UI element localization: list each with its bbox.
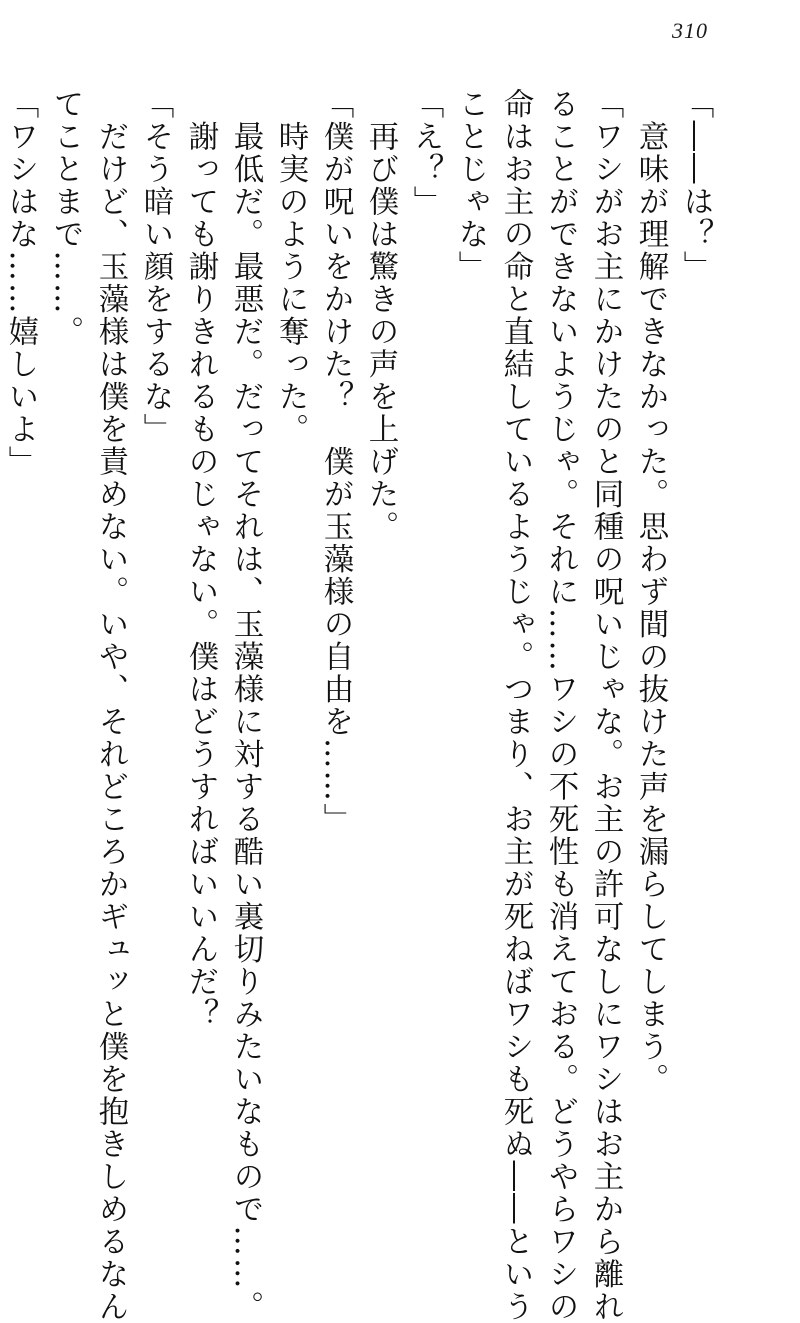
vertical-text-body [3, 88, 718, 1323]
text-line: 再び僕は驚きの声を上げた。 [363, 88, 398, 543]
text-line: 「ワシがお主にかけたのと同種の呪いじゃな。お主の許可なしにワシはお主から離れ [588, 88, 623, 1323]
text-line: 「僕が呪いをかけた？ 僕が玉藻様の自由を……」 [318, 88, 353, 836]
text-line: 「――は？」 [678, 88, 713, 283]
text-line: だけど、玉藻様は僕を責めない。いや、それどころかギュッと僕を抱きしめるなん [93, 88, 128, 1323]
text-line: 「え？」 [408, 88, 443, 218]
text-line: 意味が理解できなかった。思わず間の抜けた声を漏らしてしまう。 [633, 88, 668, 1096]
text-line: 「ワシはな……嬉しいよ」 [3, 88, 38, 478]
text-line: ることができないようじゃ。それに……ワシの不死性も消えておる。どうやらワシの [543, 88, 578, 1323]
text-line: 命はお主の命と直結しているようじゃ。つまり、お主が死ねばワシも死ぬ――という [498, 88, 533, 1323]
page-number: 310 [672, 18, 708, 43]
text-line: 謝っても謝りきれるものじゃない。僕はどうすればいいんだ？ [183, 88, 218, 1031]
text-line: 「そう暗い顔をするな」 [138, 88, 173, 446]
text-line: てことまで……。 [48, 88, 83, 348]
text-line: 時実のように奪った。 [273, 88, 308, 446]
text-line: ことじゃな」 [453, 88, 488, 283]
text-line: 最低だ。最悪だ。だってそれは、玉藻様に対する酷い裏切りみたいなもので……。 [228, 88, 263, 1323]
